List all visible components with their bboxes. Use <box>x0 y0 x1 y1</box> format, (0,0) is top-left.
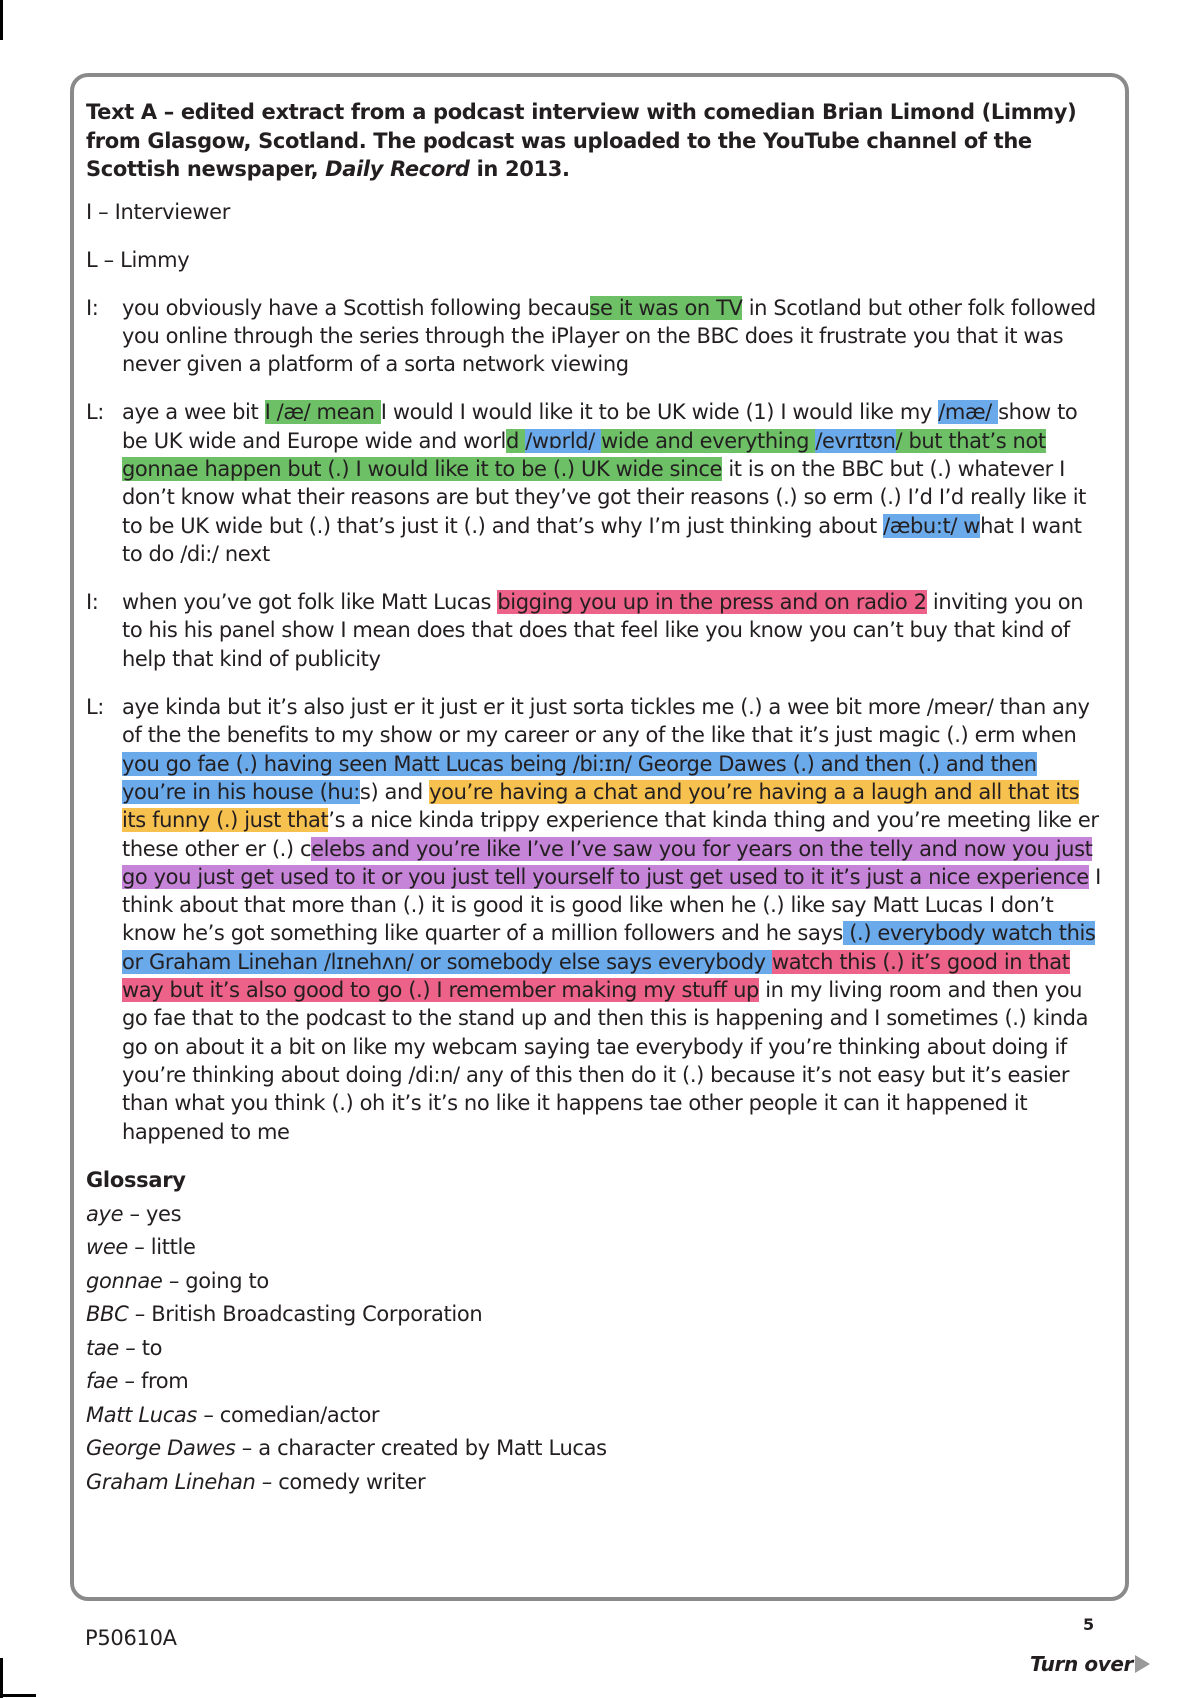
transcript-segment: I think about that more than (.) it is good it is good like when he (.) like say Matt Lucas I don’t know he’s got something like quarter of a million followers and he says <box>122 864 1101 946</box>
glossary-definition: – a character created by Matt Lucas <box>235 1436 607 1461</box>
highlight-pink: watch this (.) it’s good in that way but it’s also good to go (.) I remember making my stuff up <box>122 949 1070 1003</box>
utterance-text <box>122 398 1106 568</box>
transcript-segment: hat I want to do /di:/ next <box>122 513 1082 566</box>
glossary-title: Glossary <box>86 1167 186 1192</box>
speaker-label: I: <box>86 590 99 615</box>
transcript <box>86 294 1106 1146</box>
transcript-segment: you obviously have a Scottish following becau <box>122 295 590 320</box>
transcript-segment: aye a wee bit <box>122 400 265 425</box>
highlight-blue: /wɒrld/ <box>525 428 602 453</box>
heading-text: Text A – edited extract from a podcast interview with comedian Brian Limond (Limmy) from Glasgow, Scotland. The podcast was uploaded to the YouTube channel of the Scottish newspaper, <box>86 100 1077 181</box>
turn-over-label: Turn over <box>1030 1652 1133 1676</box>
crop-mark-bottom-left-h <box>0 1694 36 1697</box>
transcript-turn <box>86 588 1106 673</box>
transcript-segment: ’s a nice kinda trippy experience that kinda thing and you’re meeting like er these other er (.) c <box>122 808 1099 861</box>
glossary-definition: – comedy writer <box>255 1469 426 1494</box>
highlight-pink: bigging you up in the press and on radio 2 <box>497 590 927 615</box>
glossary-item <box>86 1298 1106 1332</box>
glossary-term: aye <box>86 1201 124 1226</box>
highlight-blue: /æbu:t/ w <box>883 513 981 538</box>
transcript-segment: inviting you on to his his panel show I mean does that does that feel like you know you can’t buy that kind of help that kind of publicity <box>122 590 1084 671</box>
glossary-term: wee <box>86 1235 128 1260</box>
glossary-definition: – little <box>127 1235 196 1260</box>
newspaper-name: Daily Record <box>325 157 470 181</box>
glossary-term: gonnae <box>86 1268 163 1293</box>
crop-mark-bottom-left <box>0 1658 3 1698</box>
utterance-text <box>122 294 1106 379</box>
highlight-green: se it was on TV <box>589 295 743 320</box>
turn-over <box>1030 1652 1150 1676</box>
transcript-segment: when you’ve got folk like Matt Lucas <box>122 590 498 615</box>
utterance-text <box>122 693 1106 1146</box>
transcript-segment: aye kinda but it’s also just er it just er it just sorta tickles me (.) a wee bit more /meər/ than any of the the benefits to my show or my career or any of the like that it’s just magic (.) erm when <box>122 695 1090 748</box>
transcript-segment: show to be UK wide and Europe wide and worl <box>122 400 1078 453</box>
glossary-definition: – comedian/actor <box>197 1402 380 1427</box>
highlight-blue: (.) everybody watch this or Graham Linehan /lɪnehʌn/ or somebody else says everybody <box>122 921 1096 974</box>
text-a-heading <box>86 98 1106 184</box>
highlight-purple: elebs and you’re like I’ve I’ve saw you for years on the telly and now you just go you just get used to it or you just tell yourself to just get used to it it’s just a nice experience <box>122 836 1093 889</box>
speaker-label: L: <box>86 695 104 720</box>
speaker-label: L: <box>86 400 104 425</box>
highlight-blue: /evrɪtʊn <box>815 428 896 453</box>
transcript-segment: in my living room and then you go fae that to the podcast to the stand up and then this is happening and I sometimes (.) kinda go on about it a bit on like my webcam saying tae everybody if you’re thinking about doing if you’re thinking about doing /di:n/ any of this then do it (.) because it’s not easy but it’s easier than what you think (.) oh it’s it’s no like it happens tae other people it can it happened it happened to me <box>122 978 1089 1144</box>
highlight-orange: you’re having a chat and you’re having a a laugh and all that its its funny (.) just that <box>122 779 1080 833</box>
highlight-green: d <box>506 428 526 453</box>
highlight-green: wide and everything <box>601 428 816 453</box>
glossary-item <box>86 1265 1106 1299</box>
glossary-term: Matt Lucas <box>86 1402 197 1427</box>
key-interviewer: I – Interviewer <box>86 199 230 224</box>
glossary-list <box>86 1198 1106 1500</box>
speaker-label: I: <box>86 295 99 320</box>
highlight-green: I /æ/ mean <box>264 400 381 425</box>
highlight-blue: /mæ/ <box>938 400 999 425</box>
glossary-definition: – British Broadcasting Corporation <box>128 1302 483 1327</box>
heading-year: in 2013. <box>469 157 570 181</box>
transcript-turn <box>86 693 1106 1146</box>
transcript-segment: s) and <box>359 779 430 804</box>
glossary-item <box>86 1365 1106 1399</box>
glossary-item <box>86 1231 1106 1265</box>
page-number: 5 <box>1083 1615 1095 1634</box>
crop-mark-top-left <box>0 0 3 40</box>
utterance-text <box>122 588 1106 673</box>
glossary-item <box>86 1399 1106 1433</box>
text-a-content <box>86 98 1106 1499</box>
glossary-term: fae <box>86 1369 119 1394</box>
glossary-term: Graham Linehan <box>86 1469 256 1494</box>
key-limmy: L – Limmy <box>86 247 190 272</box>
paper-code: P50610A <box>85 1626 177 1650</box>
glossary-term: tae <box>86 1335 119 1360</box>
glossary-definition: – going to <box>162 1268 269 1293</box>
glossary-item <box>86 1466 1106 1500</box>
glossary-item <box>86 1332 1106 1366</box>
glossary-item <box>86 1432 1106 1466</box>
glossary-term: BBC <box>86 1302 129 1327</box>
glossary-definition: – from <box>118 1369 189 1394</box>
transcript-turn <box>86 294 1106 379</box>
glossary-definition: – yes <box>123 1201 182 1226</box>
highlight-green: / but that’s not gonnae happen but (.) I would like it to be (.) UK wide since <box>122 428 1046 481</box>
transcript-turn <box>86 398 1106 568</box>
transcript-segment: I would I would like it to be UK wide (1) I would like my <box>380 400 939 425</box>
highlight-blue: you go fae (.) having seen Matt Lucas being /bi:ɪn/ George Dawes (.) and then (.) and then you’re in his house (hu: <box>122 751 1037 804</box>
transcript-segment: in Scotland but other folk followed you online through the series through the iPlayer on the BBC does it frustrate you that it was never given a platform of a sorta network viewing <box>122 295 1096 377</box>
transcript-segment: it is on the BBC but (.) whatever I don’t know what their reasons are but they’ve got their reasons (.) so erm (.) I’d I’d really like it to be UK wide but (.) that’s just it (.) and that’s why I’m just thinking about <box>122 456 1087 538</box>
glossary-definition: – to <box>118 1335 163 1360</box>
arrow-right-icon <box>1135 1655 1150 1673</box>
glossary-term: George Dawes <box>86 1436 236 1461</box>
glossary-item <box>86 1198 1106 1232</box>
